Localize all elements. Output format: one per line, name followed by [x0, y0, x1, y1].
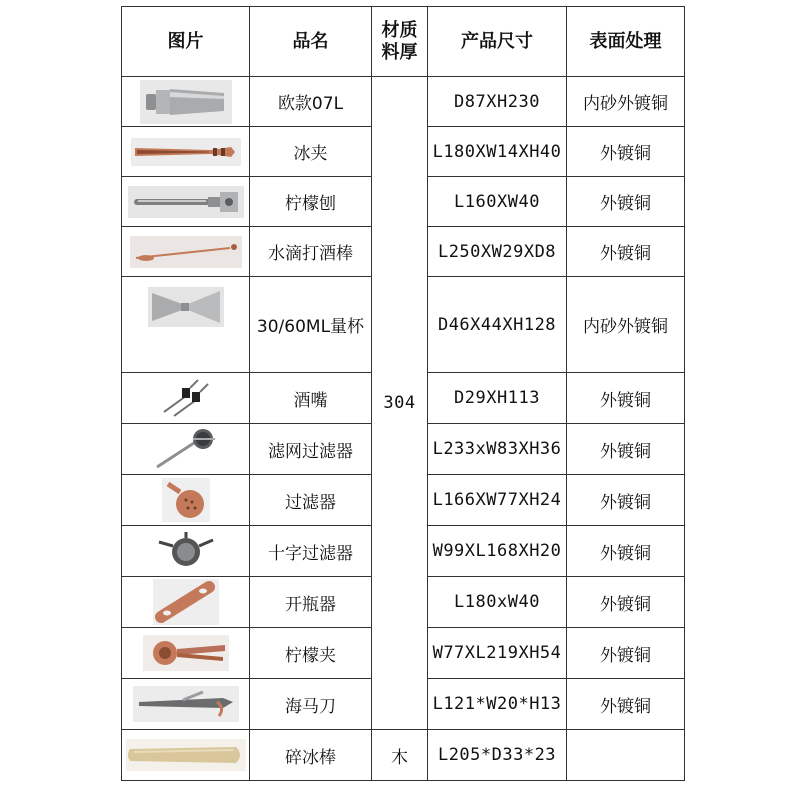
- product-name: 水滴打酒棒: [250, 227, 372, 277]
- product-finish: 外镀铜: [567, 424, 685, 475]
- product-finish: 外镀铜: [567, 475, 685, 526]
- product-image-cell: [122, 679, 250, 730]
- corkscrew-icon: [133, 686, 239, 722]
- mesh-strainer-icon: [153, 427, 219, 471]
- header-image: 图片: [122, 7, 250, 77]
- product-name: 开瓶器: [250, 577, 372, 628]
- product-name: 冰夹: [250, 127, 372, 177]
- product-size: W99XL168XH20: [428, 526, 567, 577]
- header-finish: 表面处理: [567, 7, 685, 77]
- ice-tongs-icon: [131, 138, 241, 166]
- product-image-cell: [122, 475, 250, 526]
- pourer-icon: [160, 378, 212, 418]
- product-name: 滤网过滤器: [250, 424, 372, 475]
- hawthorne-strainer-icon: [157, 528, 215, 574]
- product-name: 30/60ML量杯: [250, 277, 372, 373]
- product-size: D29XH113: [428, 373, 567, 424]
- bottle-opener-icon: [153, 579, 219, 625]
- product-size: L160XW40: [428, 177, 567, 227]
- product-finish: 外镀铜: [567, 373, 685, 424]
- product-name: 过滤器: [250, 475, 372, 526]
- product-size: L180XW14XH40: [428, 127, 567, 177]
- header-material-label: 材质料厚: [381, 19, 418, 63]
- product-material: 木: [372, 730, 428, 781]
- header-row: [122, 7, 685, 77]
- table-row: [122, 730, 685, 781]
- product-name: 柠檬夹: [250, 628, 372, 679]
- product-name: 欧款07L: [250, 77, 372, 127]
- product-spec-table: [121, 6, 685, 781]
- product-finish: 外镀铜: [567, 577, 685, 628]
- product-finish: 外镀铜: [567, 628, 685, 679]
- product-image-cell: [122, 177, 250, 227]
- header-size: 产品尺寸: [428, 7, 567, 77]
- product-size: W77XL219XH54: [428, 628, 567, 679]
- product-finish: 内砂外镀铜: [567, 277, 685, 373]
- product-size: L205*D33*23: [428, 730, 567, 781]
- product-image-cell: [122, 730, 250, 781]
- product-image-cell: [122, 526, 250, 577]
- product-image-cell: [122, 77, 250, 127]
- lemon-squeezer-icon: [143, 635, 229, 671]
- bar-spoon-icon: [130, 236, 242, 268]
- product-finish: 外镀铜: [567, 177, 685, 227]
- shaker-icon: [140, 80, 232, 124]
- product-name: 海马刀: [250, 679, 372, 730]
- product-image-cell: [122, 127, 250, 177]
- product-image-cell: [122, 227, 250, 277]
- muddler-icon: [126, 739, 246, 771]
- product-finish: 外镀铜: [567, 227, 685, 277]
- product-finish: 外镀铜: [567, 526, 685, 577]
- product-size: L250XW29XD8: [428, 227, 567, 277]
- product-finish: 外镀铜: [567, 679, 685, 730]
- lemon-zester-icon: [128, 186, 244, 218]
- header-material: [372, 7, 428, 77]
- product-name: 十字过滤器: [250, 526, 372, 577]
- product-image-cell: [122, 277, 250, 373]
- table-row: [122, 77, 685, 127]
- product-size: D87XH230: [428, 77, 567, 127]
- jigger-icon: [148, 287, 224, 327]
- header-name: 品名: [250, 7, 372, 77]
- product-image-cell: [122, 373, 250, 424]
- product-size: L121*W20*H13: [428, 679, 567, 730]
- product-size: L180xW40: [428, 577, 567, 628]
- product-finish: 外镀铜: [567, 127, 685, 177]
- product-name: 柠檬刨: [250, 177, 372, 227]
- product-image-cell: [122, 424, 250, 475]
- shared-material: 304: [372, 77, 428, 730]
- product-finish: [567, 730, 685, 781]
- product-size: D46X44XH128: [428, 277, 567, 373]
- product-finish: 内砂外镀铜: [567, 77, 685, 127]
- product-name: 酒嘴: [250, 373, 372, 424]
- julep-strainer-icon: [162, 478, 210, 522]
- product-image-cell: [122, 577, 250, 628]
- product-name: 碎冰棒: [250, 730, 372, 781]
- product-image-cell: [122, 628, 250, 679]
- product-size: L166XW77XH24: [428, 475, 567, 526]
- product-size: L233xW83XH36: [428, 424, 567, 475]
